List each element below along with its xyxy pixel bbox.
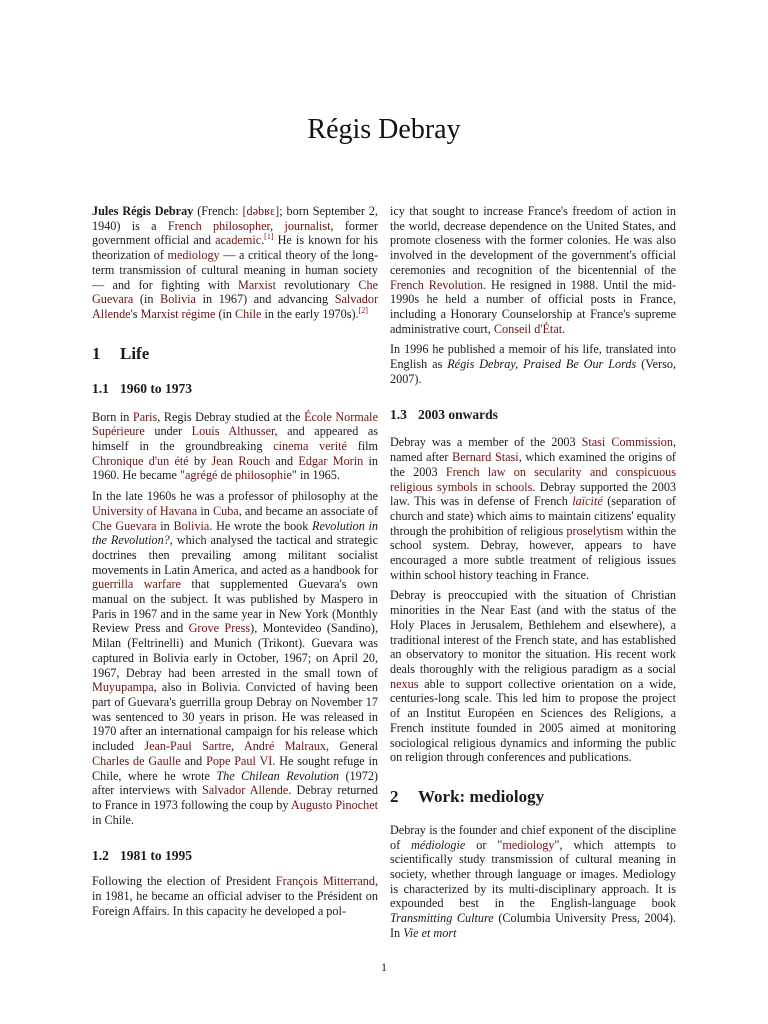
text-run: , which analysed the tactical and strategic doctrines then prevailing among militant socialist movements in Latin America, and acted as a handbook for [92, 533, 379, 577]
text-run: in 1960. He became " [92, 453, 378, 483]
wiki-link[interactable]: François Mitterrand [275, 874, 375, 889]
text-run: under [144, 424, 192, 439]
text-run: — a critical theory of the long-term transmission of cultural meaning in human society — and for fighting with [92, 248, 378, 292]
text-run: Born in [92, 409, 133, 424]
text-run: able to support collective orientation on a wide, centuries-long scale. This led him to propose the project of an Institut Européen en Sciences des Religions, a French institute founded in 2005 aimed at monitoring sociological religious dynamics and informing the public on religion through conferences and publications. [390, 676, 676, 765]
wiki-link[interactable]: Bernard Stasi [452, 450, 519, 465]
wiki-link[interactable]: mediology [502, 837, 555, 852]
text-run: In 1996 he published a memoir of his life, translated into English as [390, 342, 676, 372]
text-run: (separation of church and state) which aims to maintain citizens' equality through the prohibition of religious [390, 494, 676, 538]
wiki-link[interactable]: Cuba [212, 503, 239, 518]
wiki-link[interactable]: Conseil d'État [493, 321, 563, 336]
text-run: ", which attempts to scientifically study transmission of cultural meaning in society, whether through language or images. Mediology is characterized by its multi-disciplinary approach. It is expounded best in the English-language book [390, 837, 676, 911]
wiki-link[interactable]: Salvador Allende [92, 292, 379, 321]
wiki-link[interactable]: nexus [390, 676, 419, 691]
text-run: , General [326, 739, 378, 754]
text-run: In the late 1960s he was a professor of philosophy at the [92, 489, 378, 504]
italic-text: Vie et mort [403, 925, 457, 940]
wiki-link[interactable]: Muyupampa [92, 680, 154, 695]
wiki-link[interactable]: Chile [235, 306, 262, 321]
wiki-link[interactable]: Pope Paul VI [206, 753, 273, 768]
text-run: Debray was a member of the 2003 [390, 435, 582, 450]
text-run: in 1967) and advancing [195, 292, 335, 307]
wiki-link[interactable]: Bolivia [160, 292, 196, 307]
text-run: . He wrote the book [209, 518, 313, 533]
text-run: . [562, 321, 566, 336]
wiki-link[interactable]: French law on secularity and conspicuous religious symbols in schools [390, 464, 677, 494]
wiki-link[interactable]: Marxist régime [140, 306, 216, 321]
wiki-link[interactable]: journalist [284, 218, 331, 233]
text-run: , [270, 218, 285, 233]
wiki-link[interactable]: [dəbʁɛ] [242, 204, 280, 218]
text-run: icy that sought to increase France's freedom of action in the world, decrease dependence on the United States, and promote closeness with the former colonies. He was also involved in the development of the government's official ceremonies and recognition of the bicentennial of the [390, 204, 676, 277]
text-run: , and became an associate of [238, 503, 379, 518]
text-run: in [197, 503, 213, 518]
text-run: (in [215, 306, 236, 321]
italic-text: Régis Debray, Praised Be Our Lords [447, 357, 637, 372]
wiki-link[interactable]: academic [215, 233, 262, 248]
wiki-link[interactable]: Jean-Paul Sartre [144, 739, 232, 754]
text-run: , named after [390, 435, 676, 465]
text-run: . He resigned in 1988. Until the mid-1990s he held a number of official posts in France, including a Honorary Counselorship at France's supreme administrative court, [390, 277, 676, 336]
text-run: in [156, 518, 174, 533]
text-run: by [188, 453, 212, 468]
text-run: ), Montevideo (Sandino), Milan (Feltrinelli) and Munich (Trikont). Guevara was captured in Bolivia early in October, 1967; on April 20, 1967, Debray had been arrested in the small town of [92, 621, 378, 680]
text-run: that supplemented Guevara's own manual on the subject. It was published by Maspero in Paris in 1967 and in the same year in New York (Monthly Review Press and [92, 577, 378, 636]
text-run: He is known for his theorization of [92, 233, 378, 263]
subsection-heading-2003-onwards: 1.3 2003 onwards [390, 407, 498, 423]
paragraph-christian-minorities [390, 588, 676, 764]
text-run: Following the election of President [92, 874, 276, 889]
paragraph-1981 [92, 874, 378, 918]
wiki-link[interactable]: André Malraux [243, 739, 327, 754]
paragraph-1996 [390, 342, 676, 386]
italic-text: Revolution in the Revolution? [92, 518, 378, 548]
text-run: and [180, 753, 207, 768]
wiki-link[interactable]: Grove Press [188, 621, 251, 636]
left-column [92, 204, 378, 924]
text-run: , and appeared as himself in the groundbreaking [92, 424, 378, 454]
wiki-link[interactable]: agrégé de philosophie [184, 468, 292, 483]
text-run: . Debray supported the 2003 law. This was in defense of French [390, 479, 677, 509]
text-run: , in 1981, he became an official adviser to the Président on Foreign Affairs. In this capacity he developed a pol- [92, 874, 379, 918]
wiki-link[interactable]: Che Guevara [92, 518, 157, 533]
italic-text: Transmitting Culture [390, 911, 494, 926]
text-run: . Debray returned to France in 1973 following the coup by [92, 783, 378, 812]
paragraph-late-1960s [92, 489, 378, 827]
text-run: or " [465, 837, 503, 852]
wiki-link[interactable]: laïcité [572, 494, 603, 509]
text-run: (1972) after interviews with [92, 768, 378, 798]
wiki-link[interactable]: Augusto Pinochet [290, 797, 378, 812]
text-run: . [261, 233, 265, 248]
wiki-link[interactable]: French Revolution [390, 277, 483, 292]
subsection-heading-1960-1973: 1.1 1960 to 1973 [92, 380, 192, 396]
wiki-link[interactable]: University of Havana [92, 503, 198, 518]
text-run: , former government official and [92, 218, 378, 248]
wiki-link[interactable]: Paris [132, 409, 158, 424]
text-run: 's [130, 306, 141, 321]
text-run: Debray is preoccupied with the situation of Christian minorities in the Near East (and with the status of the Holy Places in Jerusalem, Bethlehem and elsewhere), a traditional interest of the French state, and has established an observatory to monitor the situation. His recent work deals thoroughly with the religious paradigm as a social [390, 588, 676, 676]
wiki-link[interactable]: Jean Rouch [211, 453, 271, 468]
wiki-link[interactable]: Edgar Morin [298, 453, 364, 468]
wiki-link[interactable]: Stasi Commission [581, 435, 673, 450]
section-heading-life: 1 Life [92, 343, 150, 363]
text-run: (in [133, 292, 161, 307]
text-run: (Verso, 2007). [390, 357, 677, 386]
wiki-link[interactable]: Chronique d'un été [92, 453, 189, 468]
wiki-link[interactable]: proselytism [566, 523, 624, 538]
italic-text: médiologie [411, 837, 466, 852]
reference-link[interactable]: [2] [358, 305, 368, 315]
wiki-link[interactable]: Bolivia [173, 518, 210, 533]
text-run: , [231, 739, 244, 754]
text-run: , Regis Debray studied at the [157, 409, 305, 424]
text-run: revolutionary [275, 277, 359, 292]
wiki-link[interactable]: cinema verité [273, 439, 347, 454]
text-run: film [346, 439, 379, 454]
wiki-link[interactable]: École Normale Supérieure [92, 409, 378, 439]
text-run: , also in Bolivia. Convicted of having been part of Guevara's guerrilla group Debray on November 17 was sentenced to 30 years in prison. He was released in 1970 after an international campaign for his release which included [92, 680, 378, 754]
section-heading-mediology: 2 Work: mediology [390, 786, 545, 806]
wiki-link[interactable]: Marxist [238, 277, 276, 292]
intro-paragraph [92, 204, 378, 322]
text-run: (Columbia University Press, 2004). In [390, 911, 676, 940]
italic-text: The Chilean Revolution [216, 768, 340, 783]
bold-text: Jules Régis Debray [92, 204, 194, 218]
text-run: (French: [193, 204, 243, 218]
text-run: . He sought refuge in Chile, where he wrote [92, 753, 378, 783]
text-run: and [270, 453, 299, 468]
text-run: ; born September 2, 1940) is a [92, 204, 378, 233]
text-run: Debray is the founder and chief exponent of the discipline of [390, 822, 676, 852]
wiki-link[interactable]: French philosopher [167, 218, 271, 233]
text-run: , which examined the origins of the 2003 [390, 450, 676, 479]
text-run: in Chile. [92, 812, 134, 827]
paragraph-stasi [390, 435, 676, 582]
wiki-link[interactable]: Charles de Gaulle [92, 753, 181, 768]
paragraph-mediology [390, 823, 676, 941]
paragraph-policy [390, 204, 676, 336]
text-run: within the school system. Debray, however, appears to have encouraged a more subtle treatment of religious issues within school history teaching in France. [390, 523, 676, 582]
wiki-link[interactable]: Che Guevara [92, 277, 378, 307]
reference-link[interactable]: [1] [264, 232, 274, 242]
text-run: in the early 1970s). [261, 306, 359, 321]
page-title: Régis Debray [307, 114, 461, 145]
wiki-link[interactable]: Salvador Allende [202, 783, 289, 798]
wiki-link[interactable]: guerrilla warfare [92, 577, 181, 592]
right-column [390, 204, 676, 947]
page-number: 1 [381, 960, 387, 974]
wiki-link[interactable]: Louis Althusser [191, 424, 275, 439]
subsection-heading-1981-1995: 1.2 1981 to 1995 [92, 848, 192, 864]
wiki-link[interactable]: mediology [167, 248, 220, 263]
paragraph-born [92, 410, 378, 484]
text-run: " in 1965. [291, 468, 340, 483]
